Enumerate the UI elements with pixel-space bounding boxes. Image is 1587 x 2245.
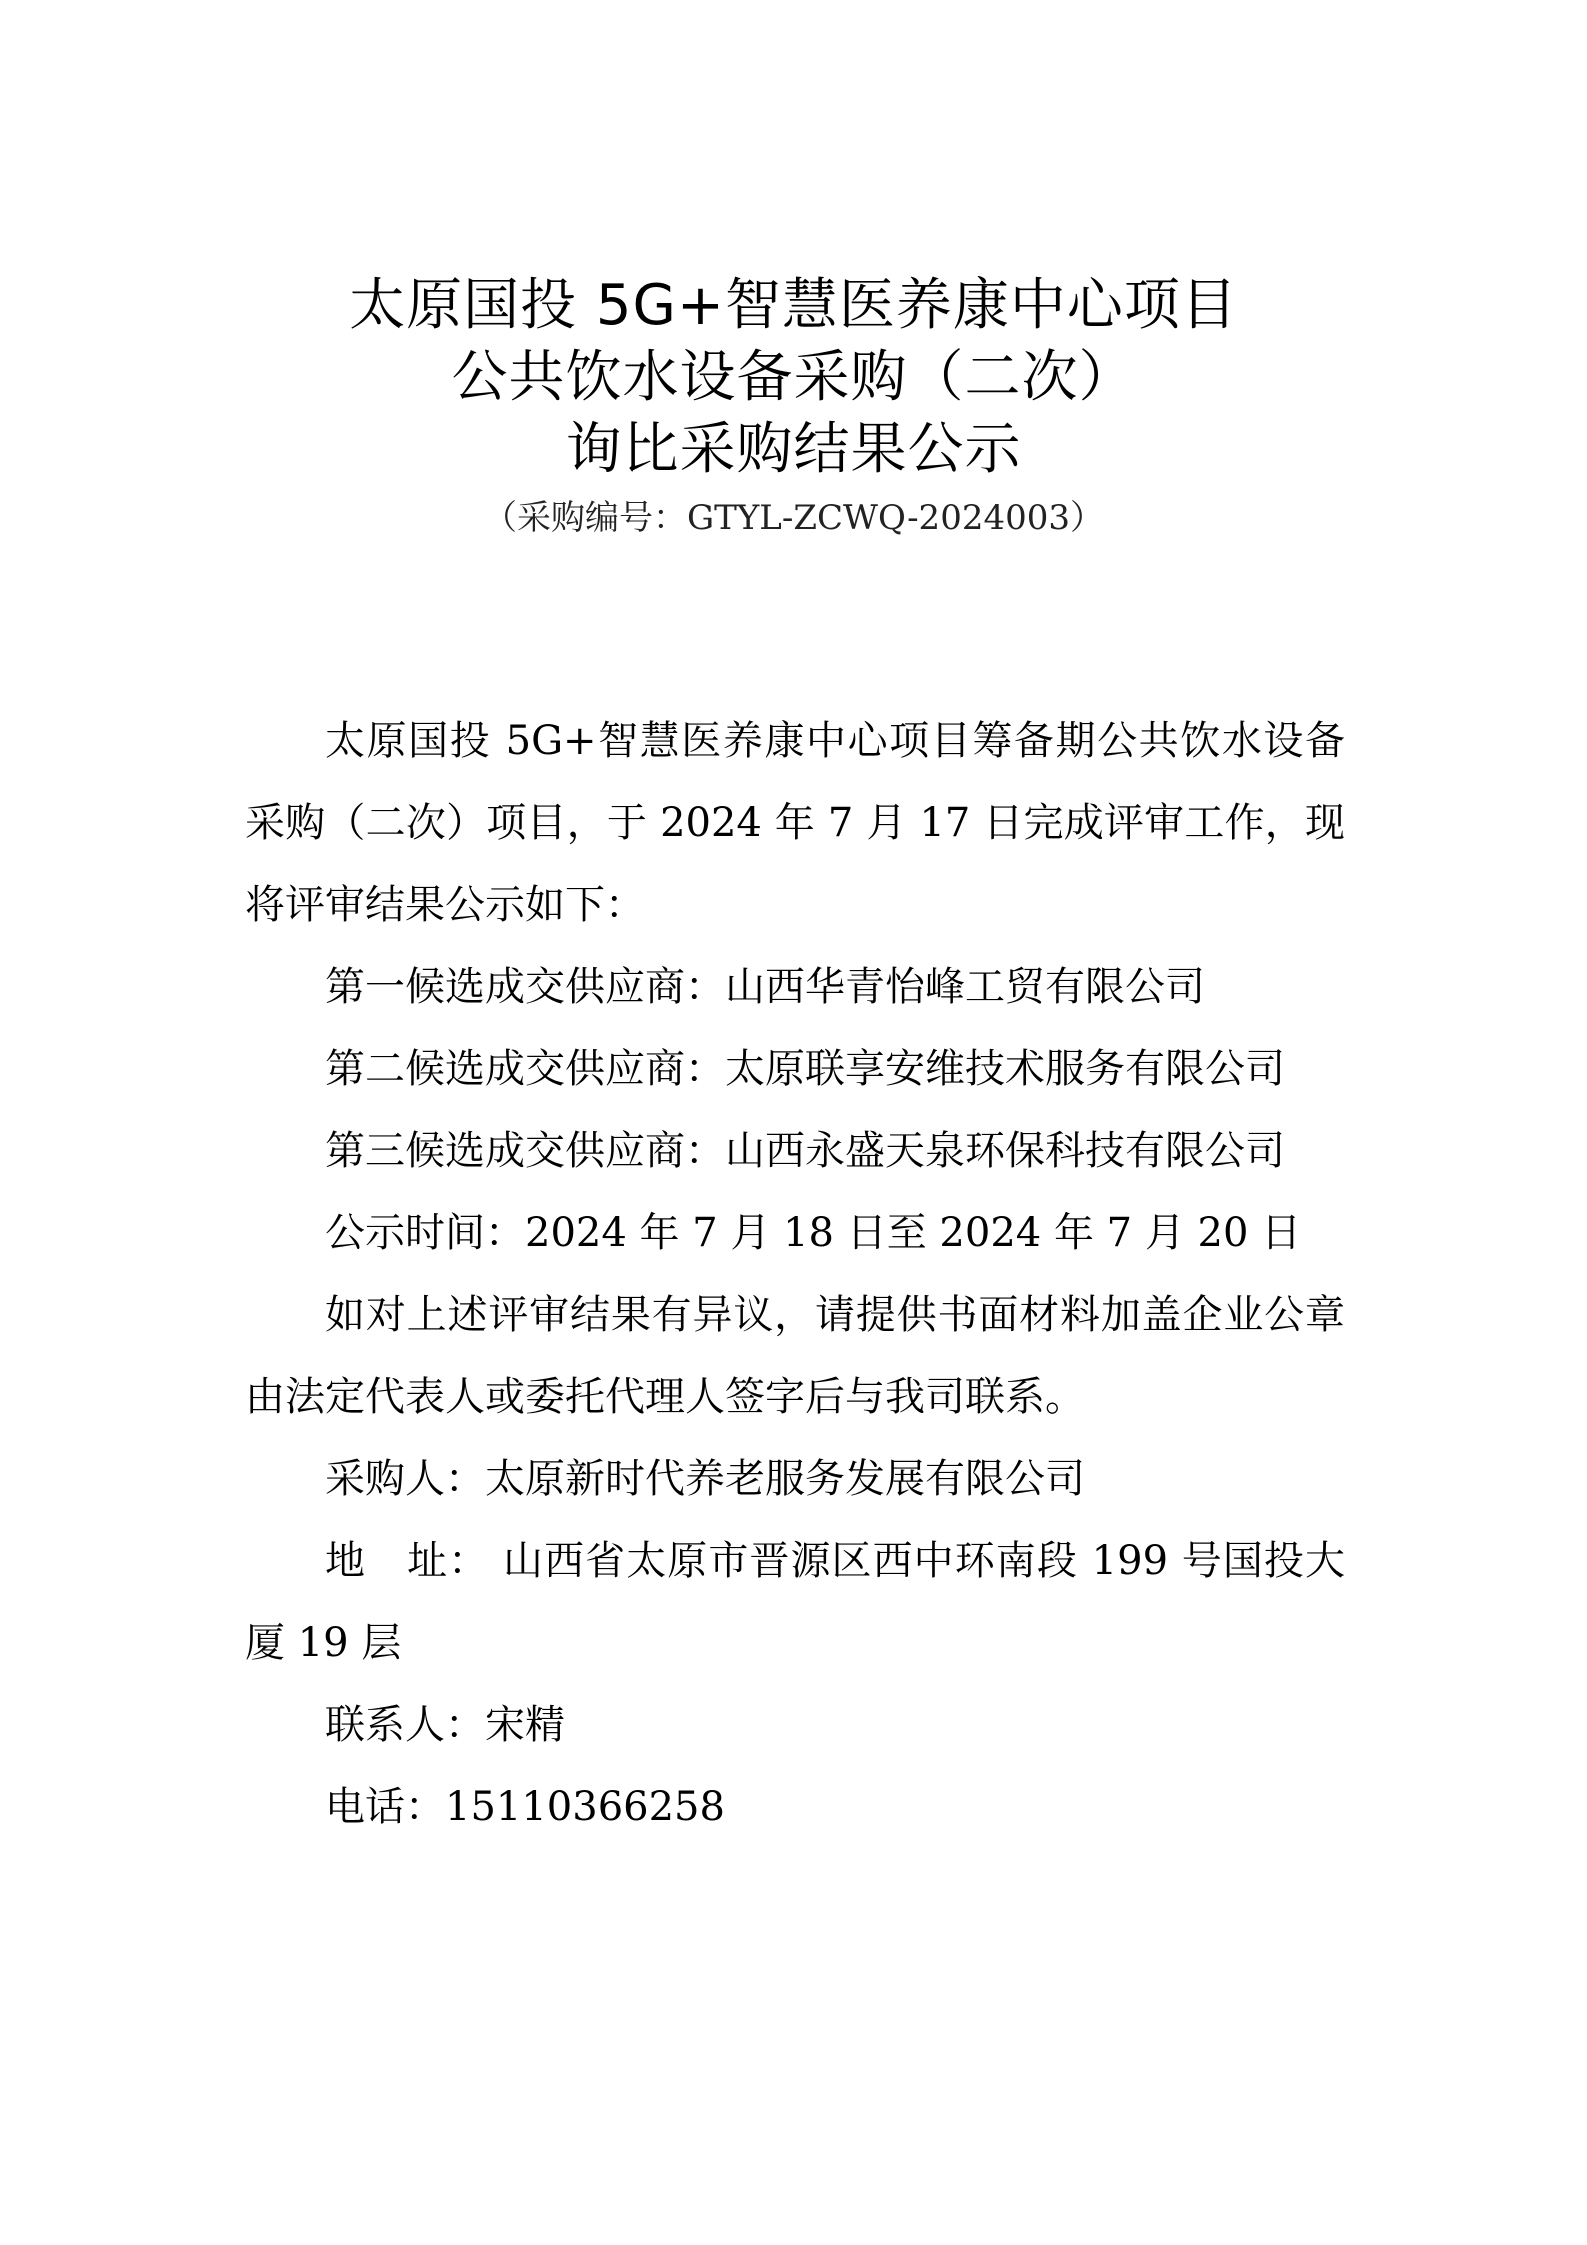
first-candidate-supplier: 第一候选成交供应商：山西华青怡峰工贸有限公司 <box>325 964 1205 1010</box>
third-candidate-supplier: 第三候选成交供应商：山西永盛天泉环保科技有限公司 <box>325 1128 1285 1174</box>
phone-number: 电话：15110366258 <box>325 1784 725 1830</box>
address: 地 址： 山西省太原市晋源区西中环南段 199 号国投大厦 19 层 <box>245 1538 1345 1666</box>
procurement-number: （采购编号：GTYL-ZCWQ-2024003） <box>483 498 1104 538</box>
publicity-period: 公示时间：2024 年 7 月 18 日至 2024 年 7 月 20 日 <box>325 1210 1302 1256</box>
objection-paragraph: 如对上述评审结果有异议，请提供书面材料加盖企业公章由法定代表人或委托代理人签字后与我司联系。 <box>245 1292 1345 1420</box>
title-line-3: 询比采购结果公示 <box>565 417 1022 482</box>
title-line-1: 太原国投 5G+智慧医养康中心项目 <box>349 273 1238 338</box>
title-line-2: 公共饮水设备采购（二次） <box>451 345 1136 410</box>
document-body <box>245 700 1345 1848</box>
second-candidate-supplier: 第二候选成交供应商：太原联享安维技术服务有限公司 <box>325 1046 1285 1092</box>
contact-person: 联系人：宋精 <box>325 1702 565 1748</box>
intro-paragraph: 太原国投 5G+智慧医养康中心项目筹备期公共饮水设备采购（二次）项目，于 2024 年 7 月 17 日完成评审工作，现将评审结果公示如下： <box>245 718 1345 928</box>
purchaser: 采购人：太原新时代养老服务发展有限公司 <box>325 1456 1085 1502</box>
document-title-block <box>0 270 1587 546</box>
